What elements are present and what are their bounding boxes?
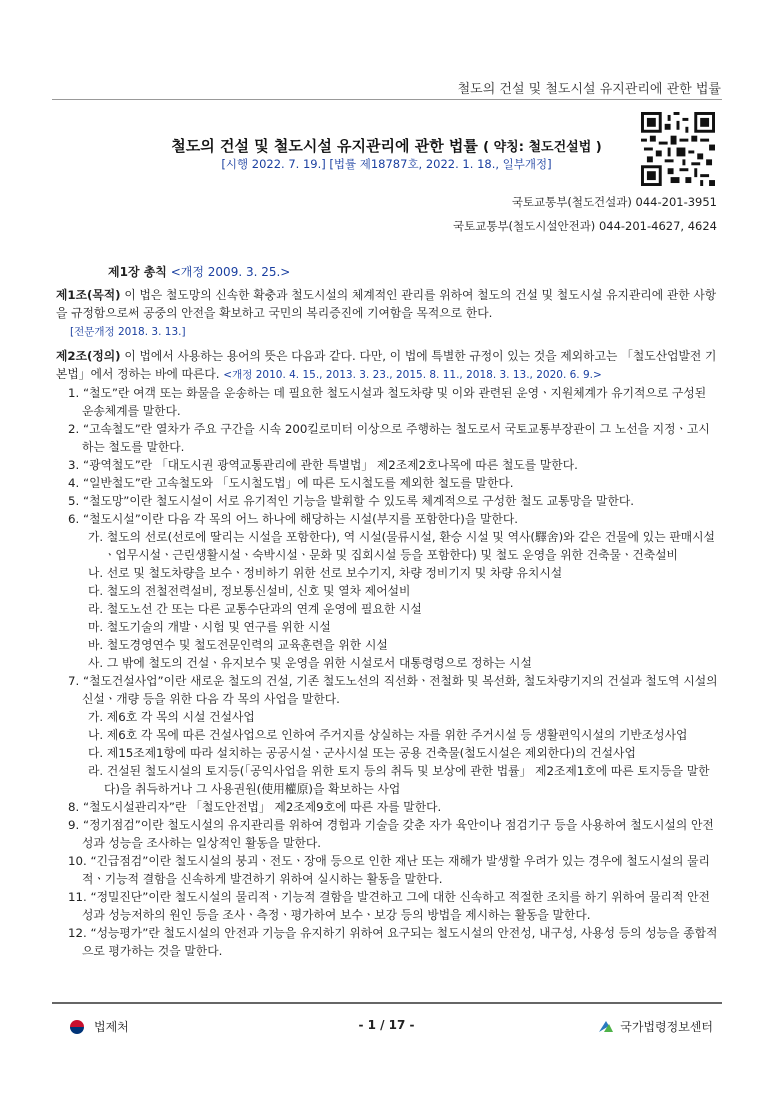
- article-heading: 제2조(정의): [56, 349, 121, 363]
- law-short-name: ( 약칭: 철도건설법 ): [483, 140, 602, 155]
- definition-subitem: 가. 제6호 각 목의 시설 건설사업: [88, 710, 255, 724]
- contact-line: 국토교통부(철도건설과) 044-201-3951: [511, 195, 717, 209]
- definition-subitem: 가. 철도의 선로(선로에 딸리는 시설을 포함한다), 역 시설(물류시설, 환승 시설 및 역사(驛舍)와 같은 건물에 있는 판매시설ㆍ업무시설ㆍ근린생활시설ㆍ숙박시설ㆍ문화 및 집회시설 등을 포함한다) 및 철도 운영을 위한 건축물ㆍ건축설비: [88, 530, 715, 562]
- chapter-revision: <개정 2009. 3. 25.>: [170, 265, 291, 279]
- footer-law-center[interactable]: 국가법령정보센터: [620, 1020, 713, 1034]
- definition-item: 10. “긴급점검”이란 철도시설의 붕괴ㆍ전도ㆍ장애 등으로 인한 재난 또는 재해가 발생할 우려가 있는 경우에 철도시설의 물리적ㆍ기능적 결함을 신속하게 발견하기 위하여 실시하는 활동을 말한다.: [68, 854, 710, 886]
- chapter-title: 제1장 총칙: [108, 265, 167, 279]
- definition-item: 12. “성능평가”란 철도시설의 안전과 기능을 유지하기 위하여 요구되는 철도시설의 안전성, 내구성, 사용성 등의 성능을 종합적으로 평가하는 것을 말한다.: [68, 926, 718, 958]
- definition-item: 2. “고속철도”란 열차가 주요 구간을 시속 200킬로미터 이상으로 주행하는 철도로서 국토교통부장관이 그 노선을 지정ㆍ고시하는 철도를 말한다.: [68, 422, 710, 454]
- definition-item: 6. “철도시설”이란 다음 각 목의 어느 하나에 해당하는 시설(부지를 포함한다)을 말한다.: [68, 512, 518, 526]
- amendment-note: [전문개정 2018. 3. 13.]: [70, 326, 186, 338]
- definition-item: 7. “철도건설사업”이란 새로운 철도의 건설, 기존 철도노선의 직선화ㆍ전철화 및 복선화, 철도차량기지의 건설과 철도역 시설의 신설ㆍ개량 등을 위한 다음 각 목의 사업을 말한다.: [68, 674, 718, 706]
- definition-subitem: 라. 철도노선 간 또는 다른 교통수단과의 연계 운영에 필요한 시설: [88, 602, 422, 616]
- chapter-heading: [108, 263, 290, 280]
- definition-subitem: 사. 그 밖에 철도의 건설ㆍ유지보수 및 운영을 위한 시설로서 대통령령으로 정하는 시설: [88, 656, 532, 670]
- law-body: [56, 286, 718, 960]
- definition-subitem: 나. 선로 및 철도차량을 보수ㆍ정비하기 위한 선로 보수기지, 차량 정비기지 및 차량 유치시설: [88, 566, 563, 580]
- definition-item: 3. “광역철도”란 「대도시권 광역교통관리에 관한 특별법」 제2조제2호나목에 따른 철도를 말한다.: [68, 458, 578, 472]
- running-header: 철도의 건설 및 철도시설 유지관리에 관한 법률: [457, 82, 721, 97]
- definition-subitem: 다. 철도의 전철전력설비, 정보통신설비, 신호 및 열차 제어설비: [88, 584, 411, 598]
- definition-item: 11. “정밀진단”이란 철도시설의 물리적ㆍ기능적 결함을 발견하고 그에 대한 신속하고 적절한 조치를 하기 위하여 물리적 안전성과 성능저하의 원인 등을 조사ㆍ측정ㆍ평가하여 보수ㆍ보강 등의 방법을 제시하는 활동을 말한다.: [68, 890, 710, 922]
- article-text: 이 법에서 사용하는 용어의 뜻은 다음과 같다. 다만, 이 법에 특별한 규정이 있는 것을 제외하고는 「철도산업발전 기본법」에서 정하는 바에 따른다.: [56, 349, 717, 381]
- definition-item: 5. “철도망”이란 철도시설이 서로 유기적인 기능을 발휘할 수 있도록 체계적으로 구성한 철도 교통망을 말한다.: [68, 494, 634, 508]
- article-2: [56, 347, 718, 384]
- definition-subitem: 라. 건설된 철도시설의 토지등(「공익사업을 위한 토지 등의 취득 및 보상에 관한 법률」 제2조제1호에 따른 토지등을 말한다)을 취득하거나 그 사용권원(使用權原)을 확보하는 사업: [88, 764, 710, 796]
- contact-line: 국토교통부(철도시설안전과) 044-201-4627, 4624: [453, 219, 717, 233]
- page-number: - 1 / 17 -: [358, 1018, 415, 1032]
- article-heading: 제1조(목적): [56, 288, 121, 302]
- law-center-logo-icon: [598, 1020, 614, 1034]
- definition-item: 8. “철도시설관리자”란 「철도안전법」 제2조제9호에 따른 자를 말한다.: [68, 800, 442, 814]
- qr-code-icon[interactable]: [641, 112, 715, 186]
- definition-subitem: 마. 철도기술의 개발ㆍ시험 및 연구를 위한 시설: [88, 620, 331, 634]
- article-text: 이 법은 철도망의 신속한 확충과 철도시설의 체계적인 관리를 위하여 철도의 건설 및 철도시설 유지관리에 관한 사항을 규정함으로써 공중의 안전을 확보하고 국민의 복리증진에 기여함을 목적으로 한다.: [56, 288, 717, 320]
- footer-divider: [52, 1002, 722, 1004]
- law-title-main: 철도의 건설 및 철도시설 유지관리에 관한 법률: [171, 137, 478, 155]
- article-1: [56, 286, 718, 341]
- definition-subitem: 나. 제6호 각 목에 따른 건설사업으로 인하여 주거지를 상실하는 자를 위한 주거시설 등 생활편익시설의 기반조성사업: [88, 728, 688, 742]
- footer-right: [598, 1018, 713, 1035]
- definition-item: 9. “정기점검”이란 철도시설의 유지관리를 위하여 경험과 기술을 갖춘 자가 육안이나 점검기구 등을 사용하여 철도시설의 안전성과 성능을 조사하는 일상적인 활동을 말한다.: [68, 818, 714, 850]
- definition-item: 1. “철도”란 여객 또는 화물을 운송하는 데 필요한 철도시설과 철도차량 및 이와 관련된 운영ㆍ지원체계가 유기적으로 구성된 운송체계를 말한다.: [68, 386, 707, 418]
- definition-subitem: 다. 제15조제1항에 따라 설치하는 공공시설ㆍ군사시설 또는 공용 건축물(철도시설은 제외한다)의 건설사업: [88, 746, 636, 760]
- header-divider: [52, 99, 722, 100]
- amendment-note: <개정 2010. 4. 15., 2013. 3. 23., 2015. 8. 11., 2018. 3. 13., 2020. 6. 9.>: [223, 369, 602, 381]
- definition-item: 4. “일반철도”란 고속철도와 「도시철도법」에 따른 도시철도를 제외한 철도를 말한다.: [68, 476, 514, 490]
- footer-ministry: 법제처: [94, 1020, 129, 1034]
- law-enforcement-info: [시행 2022. 7. 19.] [법률 제18787호, 2022. 1. 18., 일부개정]: [221, 157, 552, 171]
- definition-subitem: 바. 철도경영연수 및 철도전문인력의 교육훈련을 위한 시설: [88, 638, 388, 652]
